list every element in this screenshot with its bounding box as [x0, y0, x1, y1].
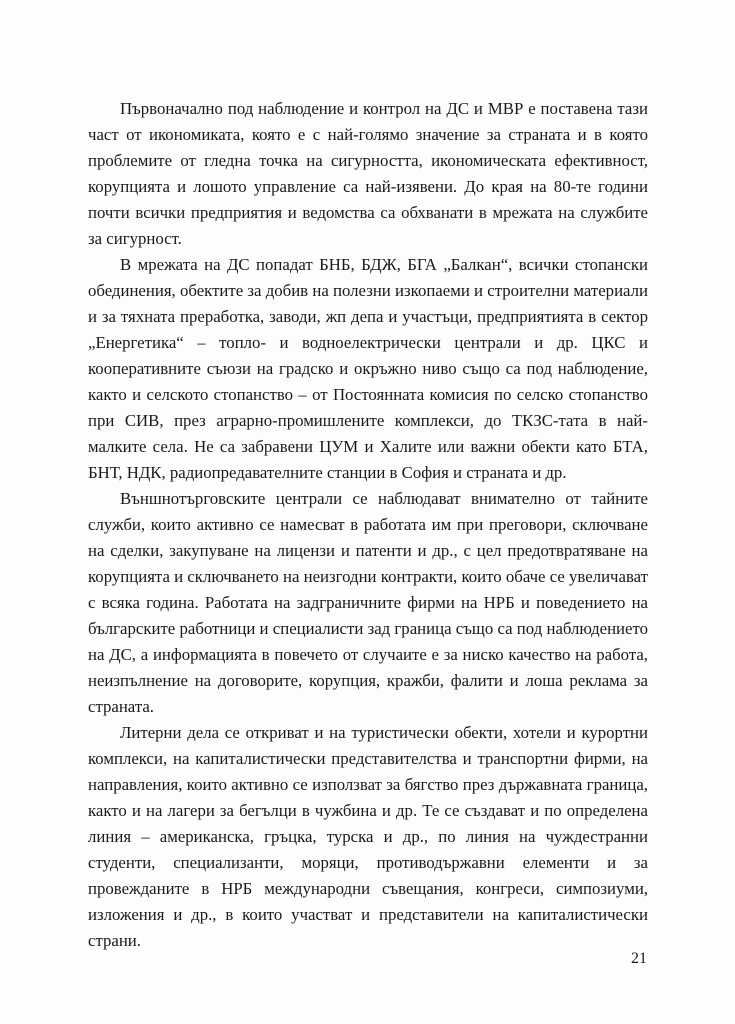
paragraph-4: Литерни дела се откриват и на туристически обекти, хотели и курортни комплекси, на капиталистически представителства и транспортни фирми, на направления, които активно се използват за бягство през държавната граница, както и на лагери за бегълци в чужбина и др. Те се създават и по определена линия – американска, гръцка, турска и др., по линия на чуждестранни студенти, специализанти, моряци, противодържавни елементи и за провежданите в НРБ международни съвещания, конгреси, симпозиуми, изложения и др., в които участват и представители на капиталистически страни.	[88, 723, 648, 950]
page-number: 21	[631, 950, 647, 967]
paragraph-3: Външнотърговските централи се наблюдават внимателно от тайните служби, които активно се намесват в работата им при преговори, сключване на сделки, закупуване на лицензи и патенти и др., с цел предотвратяване на корупцията и сключването на неизгодни контракти, които обаче се увеличават с всяка година. Работата на задграничните фирми на НРБ и поведението на българските работници и специалисти зад граница също са под наблюдението на ДС, а информацията в повечето от случаите е за ниско качество на работа, неизпълнение на договорите, корупция, кражби, фалити и лоша реклама за страната.	[88, 489, 648, 716]
paragraph-1: Първоначално под наблюдение и контрол на ДС и МВР е поставена тази част от икономиката, която е с най-голямо значение за страната и в която проблемите от гледна точка на сигурността, икономическата ефективност, корупцията и лошото управление са най-изявени. До края на 80-те години почти всички предприятия и ведомства са обхванати в мрежата на службите за сигурност.	[88, 99, 648, 248]
body-text	[88, 96, 648, 954]
paragraph-2: В мрежата на ДС попадат БНБ, БДЖ, БГА „Балкан“, всички стопански обединения, обектите за добив на полезни изкопаеми и строителни материали и за тяхната преработка, заводи, жп депа и участъци, предприятията в сектор „Енергетика“ – топло- и водноелектрически централи и др. ЦКС и кооперативните съюзи на градско и окръжно ниво също са под наблюдение, както и селското стопанство – от Постоянната комисия по селско стопанство при СИВ, през аграрно-промишлените комплекси, до ТКЗС-тата в най-малките села. Не са забравени ЦУМ и Халите или важни обекти като БТА, БНТ, НДК, радиопредавателните станции в София и страната и др.	[88, 255, 648, 482]
